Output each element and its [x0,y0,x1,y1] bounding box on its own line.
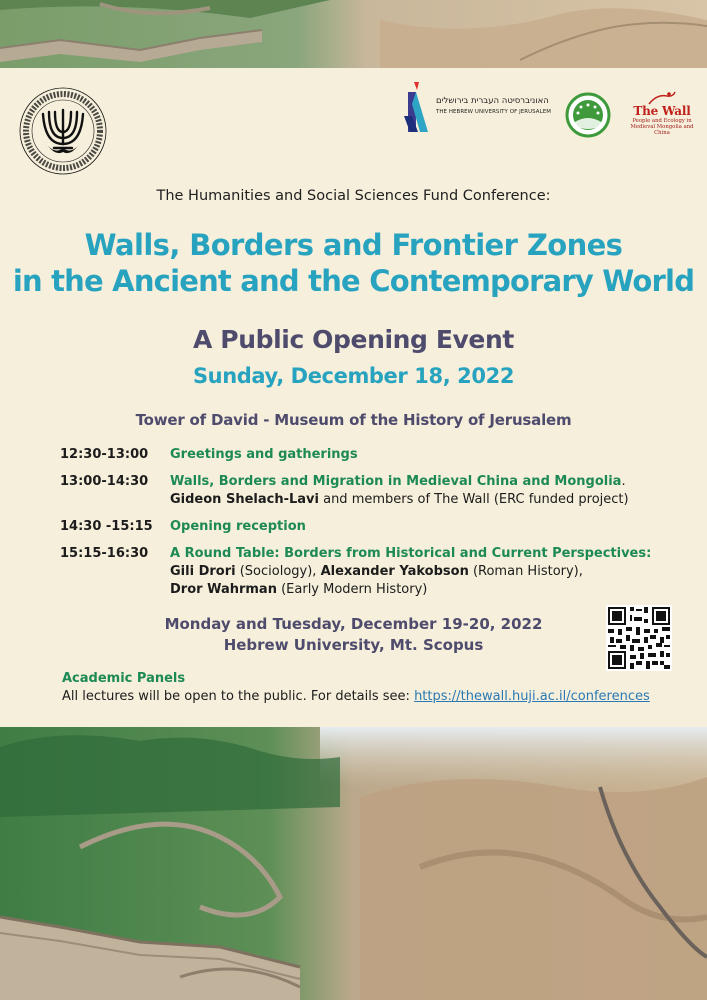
event-schedule [60,446,680,608]
schedule-time: 12:30-13:00 [60,447,149,462]
the-wall-subtitle-line-2: Medieval Mongolia and China [630,124,694,137]
speaker-name: Dror Wahrman [170,582,277,597]
conferences-link[interactable]: https://thewall.huji.ac.il/conferences [414,689,650,704]
opening-event-venue: Tower of David - Museum of the History of Jerusalem [135,411,572,429]
the-wall-logo-subtitle [626,118,698,137]
schedule-time: 15:15-16:30 [60,546,149,561]
schedule-row [60,446,680,464]
academic-panels-text: All lectures will be open to the public. For details see: [62,689,415,704]
israel-academy-logo [18,86,108,176]
bottom-photo-band [0,727,707,1000]
the-wall-subtitle-line-1: People and Ecology in [632,118,692,124]
schedule-title: Walls, Borders and Migration in Medieval China and Mongolia [170,474,622,489]
schedule-row [60,545,680,599]
top-photo-band [0,0,707,68]
qr-code-graphic [606,605,672,671]
rider-icon [647,90,677,106]
schedule-row [60,473,680,509]
speaker-name: Alexander Yakobson [320,564,469,579]
schedule-title: Greetings and gatherings [170,447,358,462]
conference-title-line-1: Walls, Borders and Frontier Zones [84,228,623,262]
erc-logo [565,92,611,138]
schedule-title: A Round Table: Borders from Historical and Current Perspectives: [170,546,652,561]
hebrew-university-logo [402,82,552,136]
speaker-name: Gili Drori [170,564,236,579]
speaker-field: (Sociology), [235,564,321,579]
schedule-row [60,518,680,536]
erc-stars-icon [565,92,611,138]
huji-flame-icon [402,82,432,136]
academic-panels-info [62,689,650,704]
academic-panels-dates [0,614,707,656]
the-wall-project-logo [626,88,698,144]
schedule-time: 13:00-14:30 [60,474,149,489]
huji-hebrew-name: האוניברסיטה העברית בירושלים [436,96,549,106]
schedule-title-suffix: . [621,474,626,489]
poster-content [0,68,707,727]
huji-english-name: THE HEBREW UNIVERSITY OF JERUSALEM [436,109,551,115]
schedule-title: Opening reception [170,519,306,534]
schedule-time: 14:30 -15:15 [60,519,153,534]
the-wall-logo-title: The Wall [633,104,691,118]
fund-conference-title: The Humanities and Social Sciences Fund Conference: [156,188,551,204]
great-wall-desert-photo-bottom [0,727,707,1000]
panels-location: Hebrew University, Mt. Scopus [223,636,484,654]
panels-dates: Monday and Tuesday, December 19-20, 2022 [164,615,543,633]
menorah-seal-icon [18,86,108,176]
opening-event-date: Sunday, December 18, 2022 [192,364,515,388]
speaker-field: (Early Modern History) [276,582,428,597]
conference-title-line-2: in the Ancient and the Contemporary World [12,264,695,298]
academic-panels-title: Academic Panels [62,671,186,686]
opening-event-title: A Public Opening Event [193,325,514,354]
speaker-note: and members of The Wall (ERC funded project) [318,492,629,507]
speaker-field: (Roman History), [468,564,583,579]
qr-code-icon[interactable] [606,605,672,671]
speaker-name: Gideon Shelach-Lavi [170,492,319,507]
great-wall-desert-photo-top [0,0,707,68]
